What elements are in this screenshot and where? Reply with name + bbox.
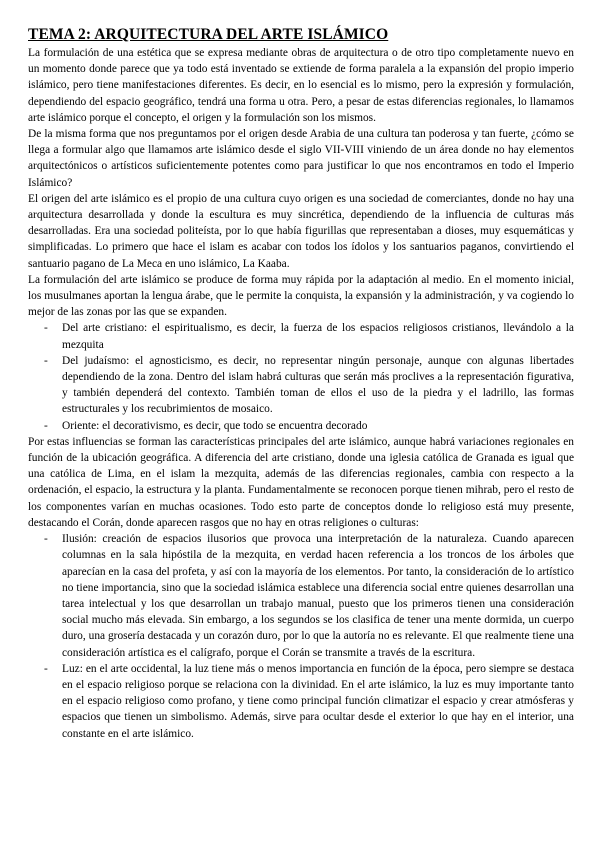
bullet-dash: - [44, 662, 48, 675]
list-item-text: Luz: en el arte occidental, la luz tiene más o menos importancia en función de la época, pero siempre se destaca en el espacio religioso porque se relaciona con la divinidad. En el arte islámico, la luz es muy importante tanto en el espacio religioso como profano, y tiene como principal función climatizar el espacio y crear atmósferas y espacios que tienen un simbolismo. Además, sirve para ocultar desde el exterior lo que hay en el interior, una constante en el arte islámico. [62, 662, 574, 740]
paragraph-formulation: La formulación del arte islámico se produce de forma muy rápida por la adaptación al medio. En el momento inicial, los musulmanes aportan la lengua árabe, que le permite la conquista, la expansión y la administración, y va cogiendo lo mejor de las zonas por las que se expanden. [28, 273, 574, 319]
list-item-text: Del judaísmo: el agnosticismo, es decir, no representar ningún personaje, aunque con algunas libertades dependiendo de la zona. Dentro del islam habrá culturas que serán más proclives a la representación figurativa, y también dependerá del contexto. También toman de ellos el uso de la piedra y el ladrillo, las formas estructurales y los recubrimientos de mosaico. [62, 354, 574, 416]
list-item [28, 320, 574, 352]
list-item-text: Oriente: el decorativismo, es decir, que todo se encuentra decorado [62, 419, 368, 432]
paragraph-characteristics: Por estas influencias se forman las características principales del arte islámico, aunque habrá variaciones regionales en función de la ubicación geográfica. A diferencia del arte cristiano, donde una iglesia católica de Granada es igual que una católica de Lima, en el islam la mezquita, además de las diferencias regionales, cambia con respecto a la ordenación, el espacio, la estructura y la planta. Fundamentalmente se reconocen porque tienen mihrab, pero el resto de los componentes varían en muchas ocasiones. Todo esto parte de conceptos donde lo religioso está muy presente, destacando el Corán, donde aparecen rasgos que no hay en otras religiones o culturas: [28, 435, 574, 529]
influences-list [28, 320, 574, 433]
paragraph-question: De la misma forma que nos preguntamos por el origen desde Arabia de una cultura tan poderosa y tan fuerte, ¿cómo se llega a formular algo que llamamos arte islámico desde el siglo VII-VIII viniendo de un área donde no hay elementos arquitectónicos o artísticos suficientemente potentes como para justificar lo que nos encontramos en todo el Imperio Islámico? [28, 128, 574, 189]
list-item [28, 353, 574, 418]
list-item [28, 418, 574, 434]
characteristics-list [28, 531, 574, 742]
list-item [28, 531, 574, 661]
bullet-dash: - [44, 322, 48, 335]
list-item-text: Ilusión: creación de espacios ilusorios que provoca una interpretación de la naturaleza. Cuando aparecen columnas en la sala hipóstila de la mezquita, en verdad hacen referencia a los troncos de los árboles que aparecían en la casa del profeta, y así con la mayoría de los elementos. Por tanto, la consideración de lo artístico no tiene importancia, sino que la sociedad islámica establece una diferencia social entre quienes desarrollan una tarea intelectual y los que desarrollan un trabajo manual, puesto que los primeros tienen una consideración social mucho más elevada. Sin embargo, a los segundos se los clasifica de tener una mente dormida, un cuerpo duro, una grosería destacada y un corazón duro, por lo que la autoría no es relevante. El que realmente tiene una consideración artística es el calígrafo, porque el Corán se transmite a través de la escritura. [62, 533, 574, 659]
paragraph-intro: La formulación de una estética que se expresa mediante obras de arquitectura o de otro tipo completamente nuevo en un momento donde parece que ya todo está inventado se extiende de forma paralela a la expansión del propio imperio islámico, pero tiene manifestaciones diferentes. Es decir, en lo esencial es lo mismo, pero la expresión y formulación, dependiendo del espacio geográfico, tendrá una forma u otra. Pero, a pesar de estas diferencias regionales, lo llamamos arte islámico porque el concepto, el origen y la formulación son los mismos. [28, 47, 574, 124]
bullet-dash: - [44, 533, 48, 546]
list-item [28, 661, 574, 742]
bullet-dash: - [44, 419, 48, 432]
list-item-text: Del arte cristiano: el espiritualismo, es decir, la fuerza de los espacios religiosos cristianos, llevándolo a la mezquita [62, 322, 574, 351]
document-title: TEMA 2: ARQUITECTURA DEL ARTE ISLÁMICO [28, 26, 389, 43]
paragraph-origin: El origen del arte islámico es el propio de una cultura cuyo origen es una sociedad de comerciantes, donde no hay una arquitectura desarrollada y donde la escultura es muy sincrética, dependiendo de la influencia de culturas más desarrolladas. Era una sociedad politeísta, por lo que había figurillas que representaban a dioses, muy esquemáticas y simplificadas. Lo primero que hace el islam es acabar con todos los ídolos y los santuarios paganos, convirtiendo el santuario pagano de La Meca en uno islámico, La Kaaba. [28, 192, 574, 270]
document-page [28, 26, 574, 742]
bullet-dash: - [44, 354, 48, 367]
